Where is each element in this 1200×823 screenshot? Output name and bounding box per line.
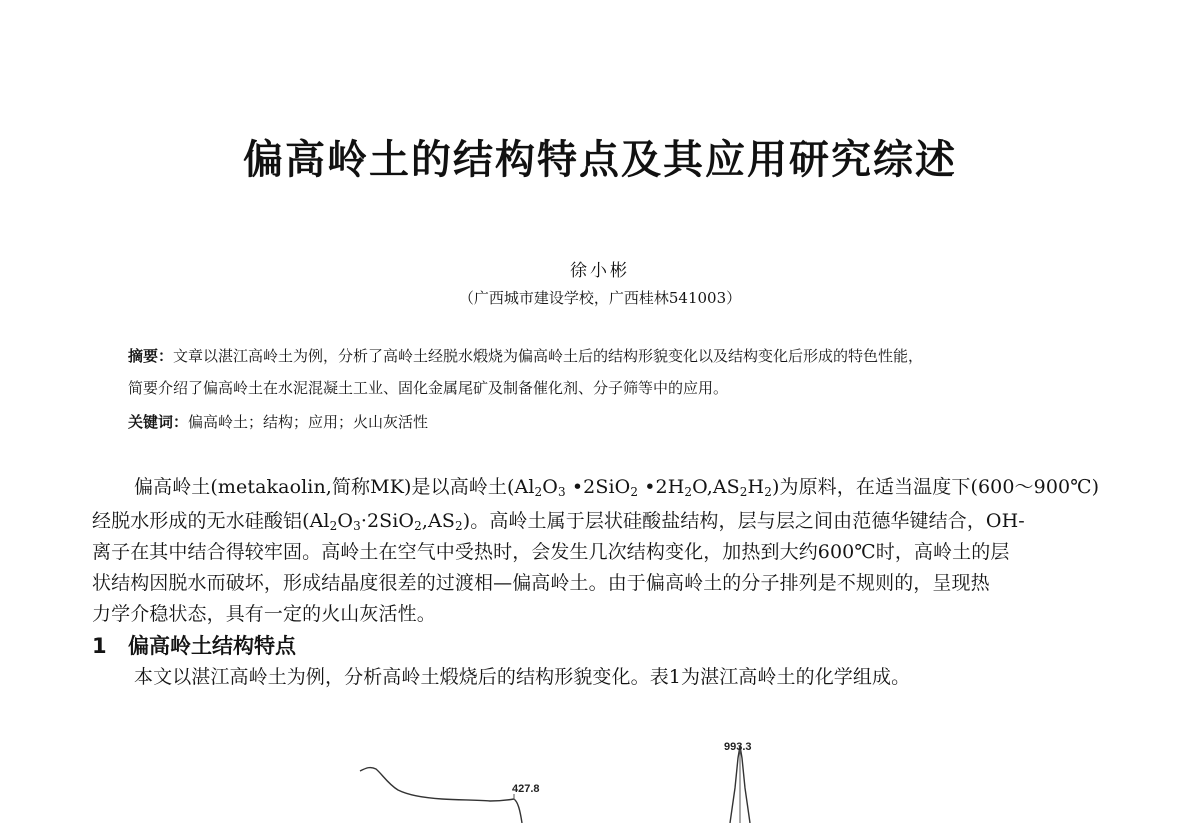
author-name: 徐小彬	[570, 261, 630, 281]
section-1-text: 本文以湛江高岭土为例，分析高岭土煅烧后的结构形貌变化。表1为湛江高岭土的化学组成。	[134, 666, 911, 688]
abstract-line-2	[128, 378, 1088, 398]
peak-label-1: 427.8	[512, 783, 540, 795]
peak-label-2: 993.3	[724, 741, 752, 753]
keywords-label: 关键词：	[128, 413, 189, 431]
intro-line-3: 离子在其中结合得较牢固。高岭土在空气中受热时，会发生几次结构变化，加热到大约600℃时，高岭土的层	[92, 541, 1010, 563]
intro-line-2: 经脱水形成的无水硅酸铝$(Al_2O_3\cdot 2SiO_2,AS_2)$。高岭土属于层状硅酸盐结构，层与层之间由范德华键结合，OH-	[92, 510, 1025, 533]
section-number: 1	[92, 634, 107, 658]
intro-line-4: 状结构因脱水而破坏，形成结晶度很差的过渡相—偏高岭土。由于偏高岭土的分子排列是不规则的，呈现热	[92, 572, 990, 594]
section-heading-1	[92, 632, 296, 660]
intro-line-1: 偏高岭土(metakaolin,简称MK)是以高岭土($Al_2O_3$ •2SiO$_2$ $•2H_2O,AS_2H_2$)为原料，在适当温度下(600～900℃)	[134, 476, 1100, 499]
abstract-line-1	[128, 346, 1088, 366]
ir-spectrum-figure	[330, 728, 850, 823]
abstract-text-2: 简要介绍了偏高岭土在水泥混凝土工业、固化金属尾矿及制备催化剂、分子筛等中的应用。	[128, 379, 729, 397]
keywords-text: 偏高岭土；结构；应用；火山灰活性	[188, 413, 429, 431]
paper-title: 偏高岭土的结构特点及其应用研究综述	[243, 137, 957, 183]
author-affiliation: （广西城市建设学校，广西桂林541003）	[458, 289, 742, 307]
spectrum-curve-left	[360, 768, 522, 823]
keywords-line	[128, 412, 1088, 432]
intro-line-5: 力学介稳状态，具有一定的火山灰活性。	[92, 603, 436, 625]
abstract-text-1: 文章以湛江高岭土为例，分析了高岭土经脱水煅烧为偏高岭土后的结构形貌变化以及结构变化后形成的特色性能，	[173, 347, 924, 365]
abstract-label: 摘要：	[128, 347, 174, 365]
section-title: 偏高岭土结构特点	[128, 634, 296, 658]
